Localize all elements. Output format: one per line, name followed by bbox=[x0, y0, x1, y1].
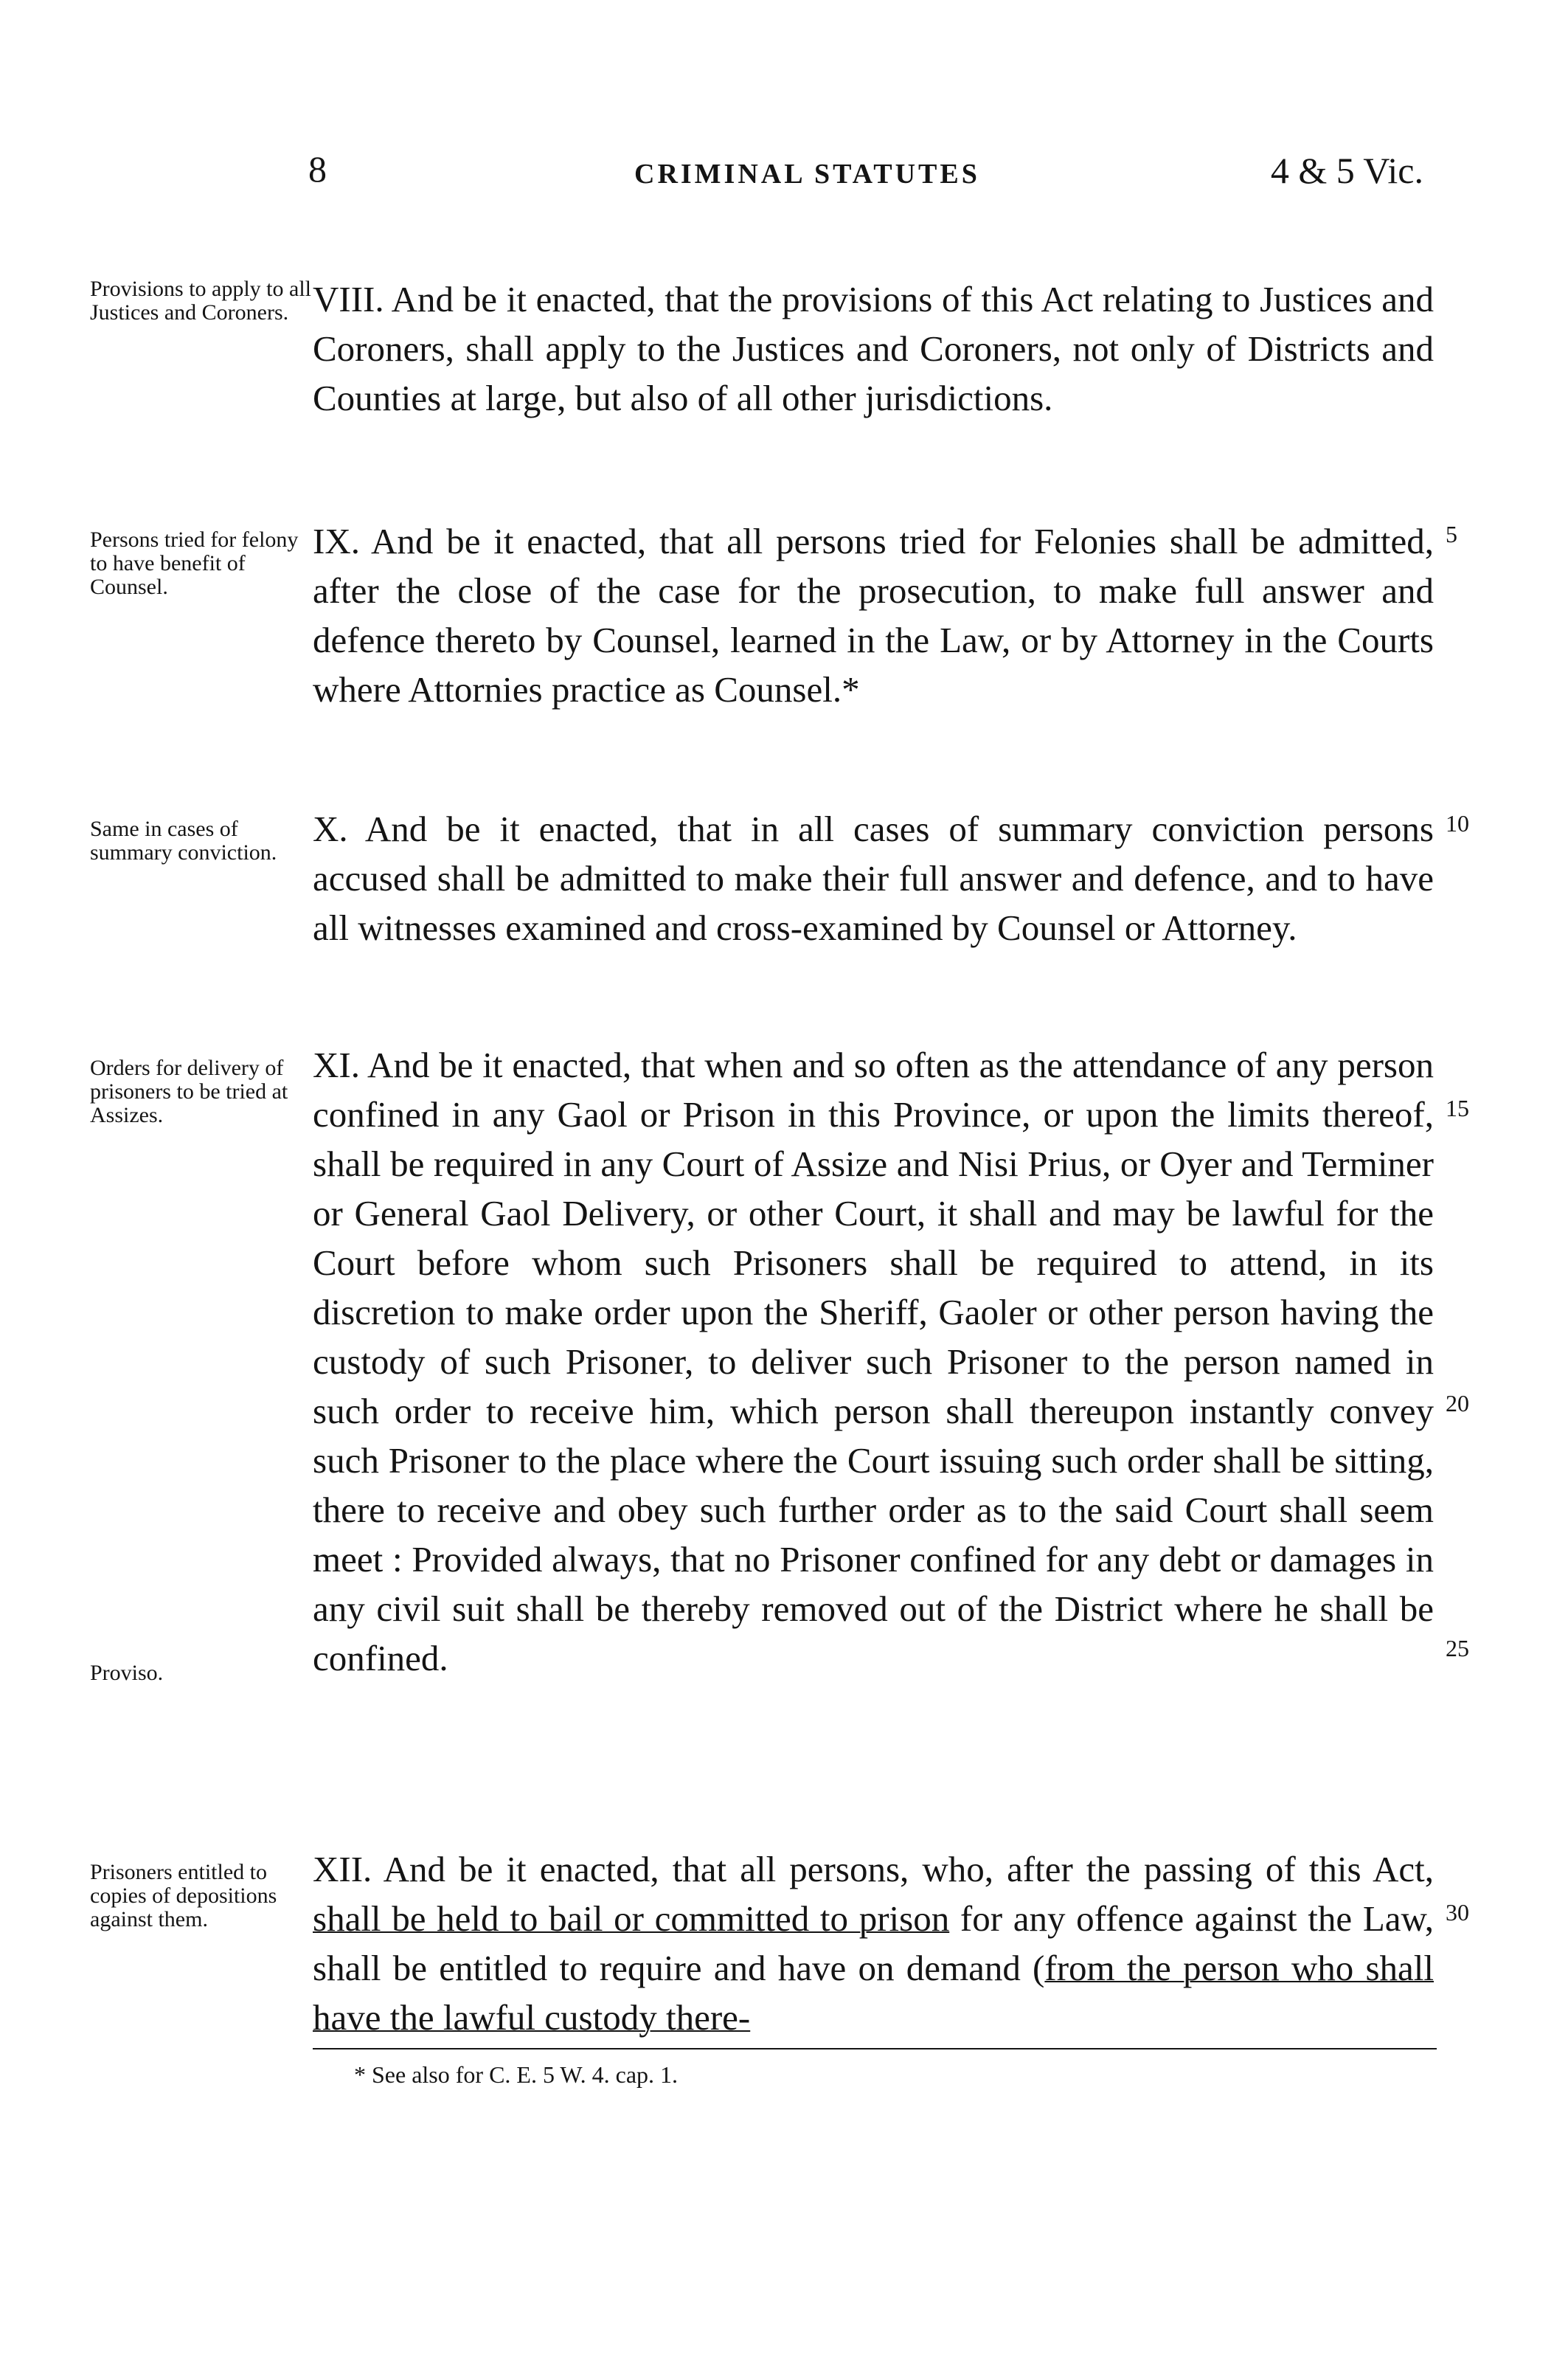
footnote: * See also for C. E. 5 W. 4. cap. 1. bbox=[354, 2061, 679, 2088]
section-text: XI. And be it enacted, that when and so often as the attendance of any person confined in any Gaol or Prison in this Province, or upon the limits thereof, shall be required in any Court of Assize and Nisi Prius, or Oyer and Terminer or General Gaol Delivery, or other Court, it shall and may be lawful for the Court before whom such Prisoners shall be required to attend, in its discretion to make order upon the Sheriff, Gaoler or other person having the custody of such Prisoner, to deliver such Prisoner to the person named in such order to receive him, which person shall thereupon instantly convey such Prisoner to the place where the Court issuing such order shall be sitting, there to receive and obey such further order as to the said Court shall seem meet : Provided always, that no Prisoner confined for any debt or damages in any civil suit shall be thereby removed out of the District where he shall be confined. bbox=[313, 1045, 1434, 1678]
running-title: CRIMINAL STATUTES bbox=[634, 159, 980, 190]
section-text: VIII. And be it enacted, that the provisions of this Act relating to Justices and Coroners, shall apply to the Justices and Coroners, not only of Districts and Counties at large, but also of all other jurisdictions. bbox=[313, 279, 1434, 418]
line-number: 15 bbox=[1446, 1095, 1469, 1121]
running-reign: 4 & 5 Vic. bbox=[1270, 150, 1423, 191]
line-number: 20 bbox=[1446, 1390, 1469, 1416]
footnote-rule bbox=[313, 2048, 1437, 2049]
sidenote-proviso: Proviso. bbox=[90, 1661, 164, 1685]
page-number: 8 bbox=[308, 148, 327, 190]
sidenote: Prisoners entitled to copies of depositions against them. bbox=[90, 1860, 277, 1931]
sidenote: Orders for delivery of prisoners to be tried at Assizes. bbox=[90, 1056, 288, 1127]
sidenote: Provisions to apply to all Justices and Coroners. bbox=[90, 277, 311, 325]
line-number: 5 bbox=[1446, 521, 1457, 547]
section-text bbox=[313, 1844, 1434, 2042]
section-text-underlined: from the person who shall have the lawful custody there- bbox=[313, 1948, 1435, 2038]
line-number: 30 bbox=[1446, 1899, 1469, 1926]
line-number: 25 bbox=[1446, 1635, 1469, 1661]
section-text: IX. And be it enacted, that all persons tried for Felonies shall be admitted, after the close of the case for the prosecution, to make full answer and defence thereto by Counsel, learned in the Law, or by Attorney in the Courts where Attornies practice as Counsel.* bbox=[313, 521, 1434, 710]
section-text: X. And be it enacted, that in all cases of summary conviction persons accused shall be admitted to make their full answer and defence, and to have all witnesses examined and cross-examined by Counsel or Attorney. bbox=[313, 809, 1434, 948]
sidenote: Same in cases of summary conviction. bbox=[90, 817, 277, 865]
running-header bbox=[0, 148, 1568, 207]
section-text-underlined: shall be held to bail or committed to prison bbox=[313, 1898, 950, 1939]
section-text-part: for any offence against the Law, shall be entitled to require and have on demand ( bbox=[313, 1898, 1434, 1988]
sidenote: Persons tried for felony to have benefit of Counsel. bbox=[90, 527, 299, 599]
section-text-part: XII. And be it enacted, that all persons, who, after the passing of this Act, bbox=[313, 1849, 1434, 1889]
line-number: 10 bbox=[1446, 810, 1469, 837]
